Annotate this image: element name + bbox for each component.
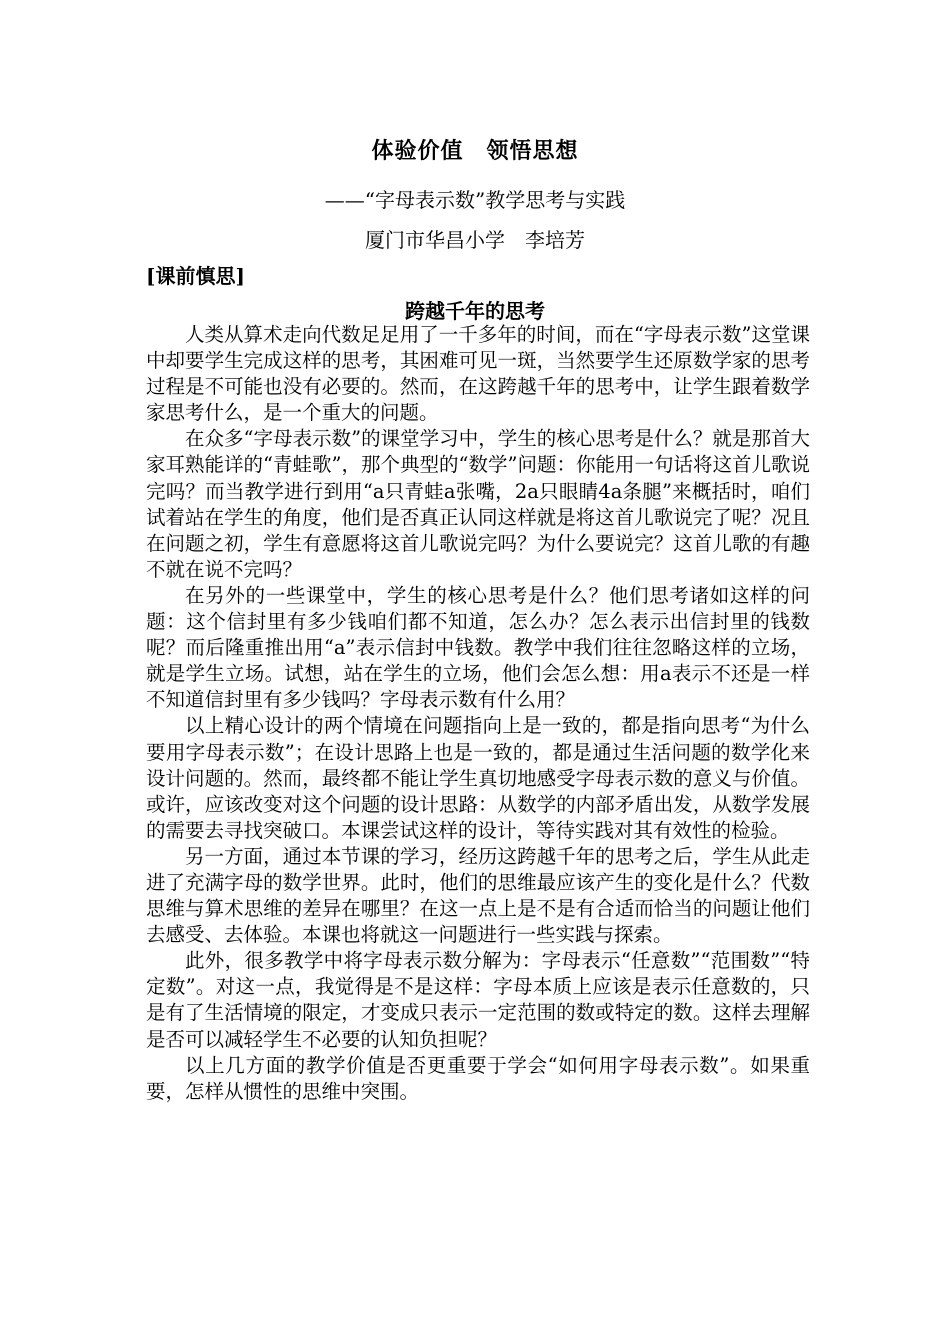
document-title: 体验价值 领悟思想	[371, 138, 579, 164]
paragraph: 另一方面，通过本节课的学习，经历这跨越千年的思考之后，学生从此走进了充满字母的数学世界。此时，他们的思维最应该产生的变化是什么？代数思维与算术思维的差异在哪里？在这一点上是不是有合适而恰当的问题让他们去感受、去体验。本课也将就这一问题进行一些实践与探索。	[146, 844, 810, 947]
paragraph: 在另外的一些课堂中，学生的核心思考是什么？他们思考诸如这样的问题：这个信封里有多少钱咱们都不知道，怎么办？怎么表示出信封里的钱数呢？而后隆重推出用“a”表示信封中钱数。教学中我们往往忽略这样的立场，就是学生立场。试想，站在学生的立场，他们会怎么想：用a表示不还是一样不知道信封里有多少钱吗？字母表示数有什么用？	[146, 583, 810, 712]
document-subtitle: ——“字母表示数”教学思考与实践	[324, 188, 626, 212]
paragraph: 以上精心设计的两个情境在问题指向上是一致的，都是指向思考“为什么要用字母表示数”；在设计思路上也是一致的，都是通过生活问题的数学化来设计问题的。然而，最终都不能让学生真切地感受字母表示数的意义与价值。或许，应该改变对这个问题的设计思路：从数学的内部矛盾出发，从数学发展的需要去寻找突破口。本课尝试这样的设计，等待实践对其有效性的检验。	[146, 714, 810, 842]
section-label: [课前慎思]	[146, 264, 245, 288]
paragraph: 在众多“字母表示数”的课堂学习中，学生的核心思考是什么？就是那首大家耳熟能详的“青蛙歌”，那个典型的“数学”问题：你能用一句话将这首儿歌说完吗？而当教学进行到用“a只青蛙a张嘴，2a只眼睛4a条腿”来概括时，咱们试着站在学生的角度，他们是否真正认同这样就是将这首儿歌说完了呢？况且在问题之初，学生有意愿将这首儿歌说完吗？为什么要说完？这首儿歌的有趣不就在说不完吗？	[146, 427, 810, 581]
paragraph: 此外，很多教学中将字母表示数分解为：字母表示“任意数”“范围数”“特定数”。对这一点，我觉得是不是这样：字母本质上应该是表示任意数的，只是有了生活情境的限定，才变成只表示一定范围的数或特定的数。这样去理解是否可以减轻学生不必要的认知负担呢？	[146, 949, 810, 1051]
paragraph: 以上几方面的教学价值是否更重要于学会“如何用字母表示数”。如果重要，怎样从惯性的思维中突围。	[146, 1053, 810, 1103]
document-author: 厦门市华昌小学 李培芳	[365, 228, 585, 252]
article-body	[146, 322, 810, 1105]
article-heading: 跨越千年的思考	[405, 299, 545, 323]
paragraph: 人类从算术走向代数足足用了一千多年的时间，而在“字母表示数”这堂课中却要学生完成这样的思考，其困难可见一斑，当然要学生还原数学家的思考过程是不可能也没有必要的。然而，在这跨越千年的思考中，让学生跟着数学家思考什么，是一个重大的问题。	[146, 323, 810, 425]
